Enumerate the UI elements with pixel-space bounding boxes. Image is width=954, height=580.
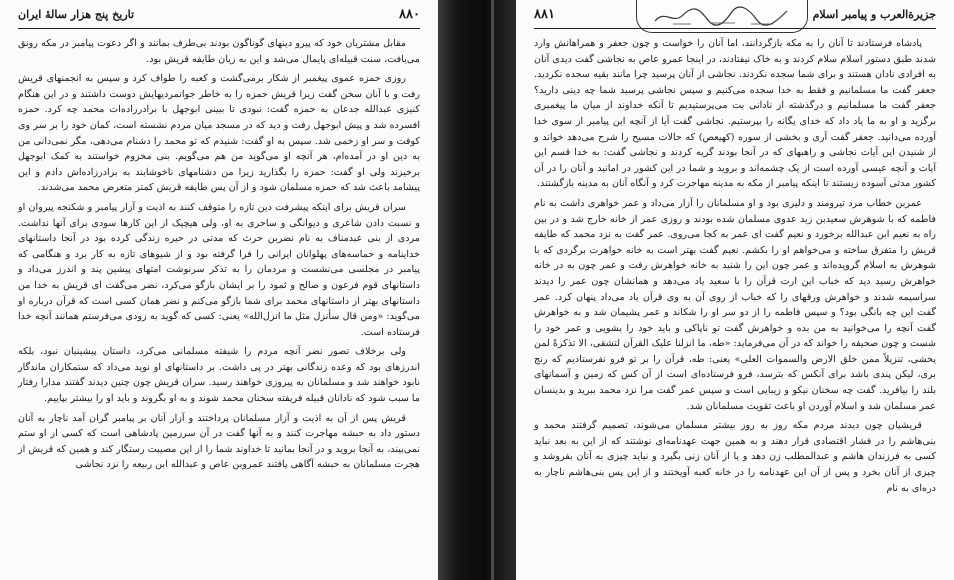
paragraph: پادشاه فرستادند تا آنان را به مکه بازگردانند، اما آنان را خواست و چون جعفر و همراهانش وارد شدند طبق دستور اسلام سلام کردند و به خاک نیفتادند، در اینجا عمرو عاص به نجاشی گفت دیدی آنان به افرادی نادان هستند و برای شما سجده نکردند. نجاشی از آنان پرسید چرا مانند بقیه سجده نکردید. جعفر گفت ما مسلمانیم و فقط به خدا سجده می‌کنیم و سپس نجاشی پرسید شما چه دینی دارید؟ جعفر گفت ما مسلمانیم و درگذشته از نادانی بت می‌پرستیدیم تا آنکه خداوند از میان ما پیغمبری برگزید و او به ما یاد داد که خدای یگانه را بپرستیم. نجاشی گفت آیا از آنچه این پیامبر از سوی خدا آورده می‌دانید. جعفر گفت آری و بخشی از سوره (کهیعص) که حالات مسیح را شرح می‌دهد خواند و از شنیدن این آیات نجاشی و راهبهای که در آنجا بودند گریه کردند و نجاشی گفت: به خدا قسم این آیات و آنچه عیسی آورده است از یک چشمه‌اند و بروید و شما در این کشور در امانید و آنان را در آن کشور مدتی آسوده زیستند تا اینکه پیامبر از مکه به مدینه مهاجرت کرد و آنگاه آنان به مدینه بازگشتند. bbox=[534, 38, 936, 190]
paragraph: مقابل مشتریان خود که پیرو دینهای گوناگون بودند بی‌طرف بمانند و اگر دعوت پیامبر در مکه رونق می‌یافت، سنت قبیله‌ای پایمال می‌شد و این به زیان طایفه قریش بود. bbox=[18, 38, 420, 65]
right-page-number: ۸۸۱ bbox=[534, 7, 555, 22]
paragraph: ولی برخلاف تصور نضر آنچه مردم را شیفته مسلمانی می‌کرد، داستان پیشینیان نبود، بلکه اندرزهای بود که وعده زندگانی بهتر در پی داشت. بر داستانهای او نوید می‌داد که ستمکاران ماندگار نابود خواهند شد و مسلمانان به پیروزی خواهند رسید. سران قریش چون چنین دیدند گفتند مدارا رفتار ما سبب شود که نادانان قبیله فریفته سخنان محمد شوند و به او بگروند و باید او را بیشتر بپاییم. bbox=[18, 346, 420, 405]
left-page-number: ۸۸۰ bbox=[399, 7, 420, 22]
book-spine-gutter bbox=[438, 0, 516, 580]
right-page bbox=[516, 0, 954, 580]
left-page bbox=[0, 0, 438, 580]
paragraph: عمربن خطاب مرد تیرومند و دلیری بود و او مسلمانان را آزار می‌داد و عمر خواهری داشت به نام فاطمه که با شوهرش سعیدبن زید عدوی مسلمان شده بودند و روزی عمر از خانه خارج شد و در بین راه به نعیم ابن عبدالله برخورد و نعیم گفت ای عمر به کجا می‌روی. عمر گفت به نزد محمد که طایفه قریش را متفرق ساخته و می‌خواهم او را بکشم. نعیم گفت بهتر است به خانه خواهرت برگردی که با شوهرش به اسلام گرویده‌اند و عمر چون این را شنید به خانه خواهرش رفت و عمر چون به در خانه خواهرش رسید دید که خباب ابن ارت قرآن را با سعید یاد می‌دهد و همانشان چون عمر را دیدند سراسیمه شدند و خواهرش ورقهای را که خباب از روی آن به وی قرآن یاد می‌داد پنهان کرد. عمر گفت این چه بانگی بود؟ و سپس فاطمه را از دو سر او را شکاند و عمر پشیمان شد و به خواهرش گفت آنچه را می‌خوانید به من بده و خواهرش گفت تو ناپاکی و باید خود را بشویی و عمر خود را شست و چون صحیفه را خواند که در آن می‌فرماید: «طه، ما انزلنا علیک القرآن لتشقی، الا تذکرةً لمن یخشی، تنزیلاً ممن خلق الارض والسموات العلی» یعنی: طه، قرآن را بر تو فرو نفرستادیم که رنج بری، لیکن پندی باشد برای آنکس که بترسد، فرو فرستاده‌ای است از آن کس که زمین و آسمانهای بلند را بیافرید. گفت چه سخنان نیکو و زیبایی است و سپس عمر گفت مرا نزد محمد ببرید و بدینسان عمر مسلمان شد و اسلام آوردن او باعث تقویت مسلمانان شد. bbox=[534, 197, 937, 412]
paragraph: سران قریش برای اینکه پیشرفت دین تازه را متوقف کنند به اذیت و آزار پیامبر و شکنجه پیروان او و نسبت دادن شاعری و دیوانگی و ساحری به او، ولی هیچیک از این کارها سودی برای آنها نداشت. مردی از بنی عبدمناف به نام نضربن حرث که مدتی در حیره زندگی کرده بود در آنجا داستانهای خداینامه و حماسه‌های پهلوانان ایرانی را فرا گرفته بود و از شیوهای تازه به کار برد و هنگامی که پیامبر در مجلسی می‌نشست و مردمان را به تذکر سرنوشت امتهای پیشین پند و اندرز می‌داد و داستانهای قوم فرعون و صالح و ثمود را بر ایشان بازگو می‌کرد، نضر می‌گفت ای قریش به خدا من داستانهای بهتر از داستانهای محمد برای شما بازگو می‌کنم و نضر همان کسی است که قرآن درباره او می‌گوید: «ومن قال سأنزل مثل ما انزل‌الله» یعنی: کسی که گوید به زودی می‌فرستم همانند آنچه خدا فرستاده است. bbox=[18, 201, 420, 338]
paragraph: قریشیان چون دیدند مردم مکه روز به روز بیشتر مسلمان می‌شوند، تصمیم گرفتند محمد و بنی‌هاشم را در فشار اقتصادی قرار دهند و به همین جهت عهدنامه‌ای نوشتند که از این به بعد نباید کسی به فرزندان هاشم و عبدالمطلب زن دهد و یا از آنان زنی بگیرد و نباید چیزی به آنان بفروشد و چیزی از آنان بخرد و پس از آن این عهدنامه را در خانه کعبه آویختند و از این پس بنی‌هاشم ناچار به دره‌ای به نام bbox=[534, 420, 936, 494]
right-page-header bbox=[534, 6, 936, 29]
right-page-body bbox=[534, 36, 936, 576]
right-running-title: جزیرةالعرب و پیامبر اسلام bbox=[812, 8, 936, 21]
paragraph: قریش پس از آن به اذیت و آزار مسلمانان پرداختند و آزار آنان بر پیامبر گران آمد ناچار به آنان دستور داد به حبشه مهاجرت کنند و به آنها گفت در آن سرزمین پادشاهی است که کسی از او ستم نمی‌بیند، به آنجا بروید و در آنجا بمانید تا خداوند شما را از این مصیبت رستگار کند و همین که قریش از هجرت مسلمانان به حبشه آگاهی یافتند عمروبن عاص و عبدالله ابن ربیعه را نزد نجاشی bbox=[18, 412, 420, 471]
left-running-title: تاریخ پنج هزار سالهٔ ایران bbox=[18, 8, 135, 21]
page-edge bbox=[491, 0, 494, 580]
paragraph: روزی حمزه عموی پیغمبر از شکار برمی‌گشت و کعبه را طواف کرد و سپس به انجمنهای قریش رفت و با آنان سخن گفت زیرا قریش حمزه را به خاطر جوانمردیهایش دوست داشتند و در این هنگام کنیزی عبدالله جدعان به حمزه گفت: نبودی تا ببینی ابوجهل با برادرزاده‌ات محمد چه کرد. حمزه افسرده شد و پیش ابوجهل رفت و دید که در مسجد میان مردم نشسته است، کمان خود را بر سر وی کوفت و سر او زخمی شد. سپس به او گفت: شنیدم که تو محمد را دشنام می‌دهی، مگر نمی‌دانی من به دین او در آمده‌ام، هر آنچه او می‌گوید من هم می‌گویم. بنی مخزوم خواستند به کمک ابوجهل برخیزند ولی او گفت: حمزه را بگذارید زیرا من دشنامهای ناخوشایند به برادرزاده‌اش دادم و این پیشامد باعث شد که حمزه مسلمان شود و از آن پس طایفه قریش کمتر متعرض محمد می‌شدند. bbox=[18, 73, 420, 194]
left-page-body bbox=[18, 36, 420, 576]
left-page-header bbox=[18, 6, 420, 29]
